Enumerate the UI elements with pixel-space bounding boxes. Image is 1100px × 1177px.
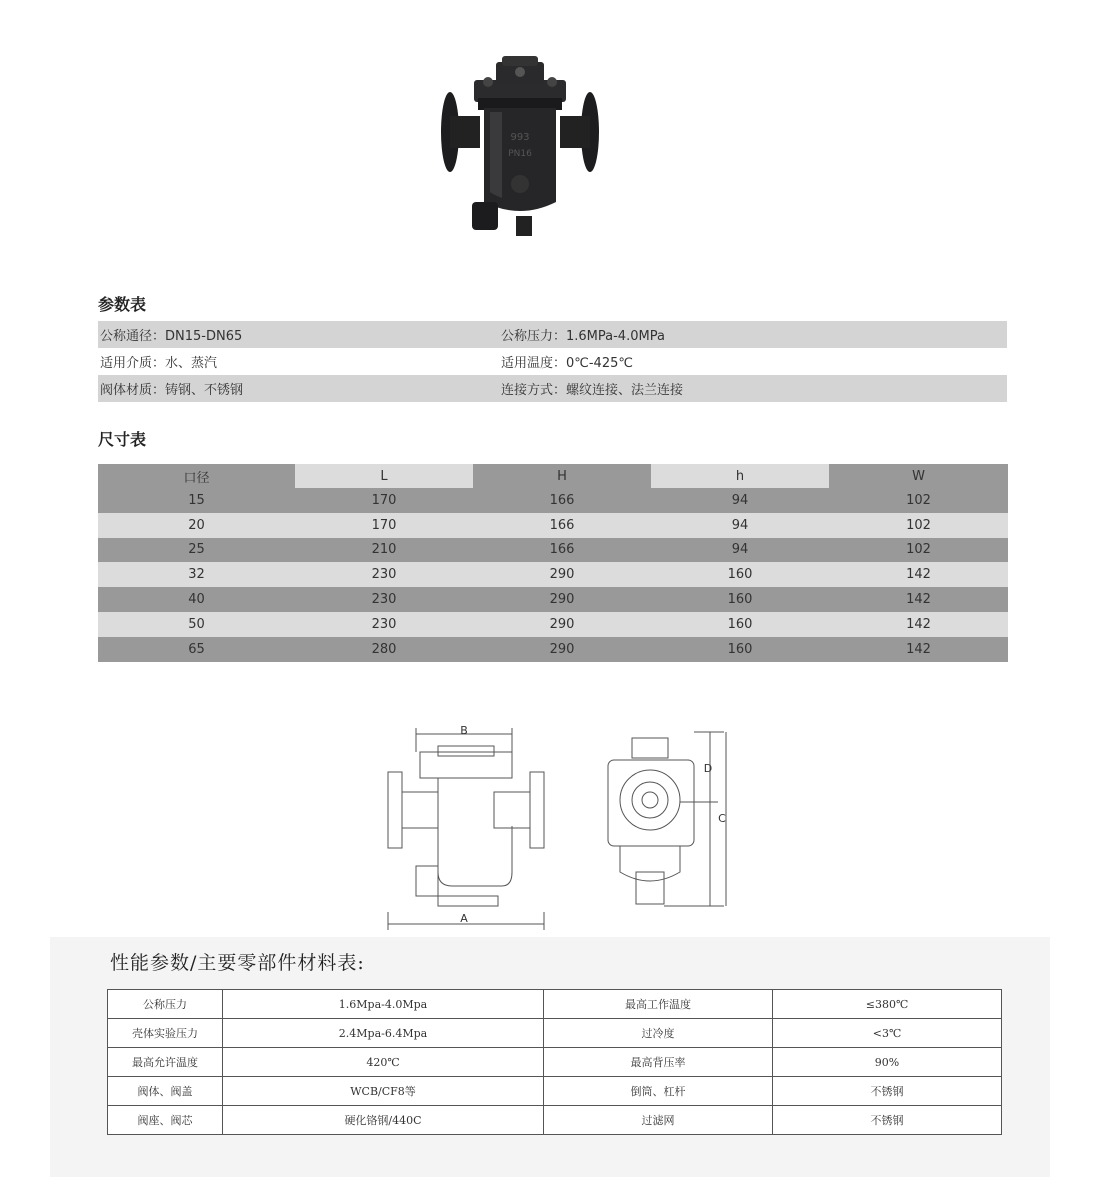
- dims-row: [98, 562, 1008, 587]
- dims-cell: 166: [549, 542, 575, 558]
- steam-trap-photo: [436, 52, 604, 242]
- dims-title: 尺寸表: [98, 430, 147, 449]
- spec-cell: 2.4Mpa-6.4Mpa: [223, 1019, 544, 1048]
- dims-table: [98, 464, 1008, 662]
- dims-cell: 160: [727, 616, 753, 632]
- dims-cell: 166: [549, 517, 575, 533]
- param-cell: 适用温度：0℃-425℃: [501, 356, 633, 371]
- dims-cell: 25: [188, 542, 205, 558]
- dims-cell: 210: [371, 542, 397, 558]
- dims-cell: 142: [906, 616, 931, 632]
- spec-cell: 不锈钢: [773, 1106, 1002, 1135]
- spec-cell: 壳体实验压力: [108, 1019, 223, 1048]
- dims-cell: 40: [188, 592, 205, 608]
- dims-row: [98, 538, 1008, 563]
- spec-cell: 过冷度: [544, 1019, 773, 1048]
- dims-cell: 230: [371, 616, 397, 632]
- spec-cell: 最高工作温度: [544, 990, 773, 1019]
- param-cell: 阀体材质：铸钢、不锈钢: [100, 383, 244, 398]
- spec-cell: <3℃: [773, 1019, 1002, 1048]
- dims-cell: 142: [906, 567, 931, 583]
- param-cell: 适用介质：水、蒸汽: [100, 356, 218, 371]
- dims-row: [98, 488, 1008, 513]
- dims-header-cell: H: [473, 464, 651, 488]
- drawing-label-d: D: [703, 762, 713, 775]
- spec-cell: ≤380℃: [773, 990, 1002, 1019]
- param-row: [98, 321, 1007, 348]
- dims-cell: 230: [371, 592, 397, 608]
- spec-cell: 阀座、阀芯: [108, 1106, 223, 1135]
- spec-cell: 1.6Mpa-4.0Mpa: [223, 990, 544, 1019]
- dims-cell: 94: [731, 542, 749, 558]
- dims-header-cell: h: [651, 464, 829, 488]
- spec-cell: 最高允许温度: [108, 1048, 223, 1077]
- spec-cell: 最高背压率: [544, 1048, 773, 1077]
- dims-cell: 170: [371, 517, 397, 533]
- param-row: [98, 348, 1007, 375]
- dims-cell: 290: [549, 592, 575, 608]
- dims-cell: 160: [727, 592, 753, 608]
- spec-title: 性能参数/主要零部件材料表:: [110, 952, 365, 974]
- dims-cell: 32: [188, 567, 205, 583]
- dims-header-cell: W: [829, 464, 1008, 488]
- param-cell: 连接方式：螺纹连接、法兰连接: [501, 383, 684, 398]
- dims-cell: 142: [906, 641, 931, 657]
- drawing-label-a: A: [460, 912, 468, 925]
- marking-line1: 993: [510, 132, 530, 143]
- dims-cell: 290: [549, 641, 575, 657]
- dims-cell: 102: [906, 542, 931, 558]
- dims-header-cell: 口径: [98, 464, 295, 488]
- spec-cell: 硬化铬钢/440C: [223, 1106, 544, 1135]
- dims-header-cell: L: [295, 464, 473, 488]
- dims-cell: 50: [188, 616, 205, 632]
- dims-cell: 65: [188, 641, 205, 657]
- dims-header-row: [98, 464, 1008, 488]
- dims-cell: 280: [371, 641, 397, 657]
- spec-row: [108, 1106, 1002, 1135]
- spec-row: [108, 1048, 1002, 1077]
- spec-cell: 阀体、阀盖: [108, 1077, 223, 1106]
- dims-cell: 230: [371, 567, 397, 583]
- dims-row: [98, 587, 1008, 612]
- spec-cell: WCB/CF8等: [223, 1077, 544, 1106]
- spec-table: [107, 989, 1002, 1135]
- dims-cell: 170: [371, 492, 397, 508]
- spec-row: [108, 1019, 1002, 1048]
- drawing-label-b: B: [460, 724, 468, 737]
- spec-cell: 过滤网: [544, 1106, 773, 1135]
- drawing-label-c: C: [718, 812, 726, 825]
- dims-cell: 160: [727, 567, 753, 583]
- dims-row: [98, 513, 1008, 538]
- spec-cell: 公称压力: [108, 990, 223, 1019]
- dims-cell: 166: [549, 492, 575, 508]
- spec-cell: 倒筒、杠杆: [544, 1077, 773, 1106]
- dims-cell: 160: [727, 641, 753, 657]
- dims-cell: 290: [549, 616, 575, 632]
- marking-line2: PN16: [508, 149, 532, 159]
- param-cell: 公称通径：DN15-DN65: [100, 329, 243, 344]
- dims-cell: 15: [188, 492, 205, 508]
- spec-cell: 420℃: [223, 1048, 544, 1077]
- spec-row: [108, 990, 1002, 1019]
- dims-cell: 94: [731, 492, 749, 508]
- dims-body: [98, 488, 1008, 662]
- spec-cell: 90%: [773, 1048, 1002, 1077]
- param-row: [98, 375, 1007, 402]
- dims-cell: 102: [906, 517, 931, 533]
- dims-cell: 20: [188, 517, 205, 533]
- dims-cell: 142: [906, 592, 931, 608]
- dims-row: [98, 637, 1008, 662]
- dimension-drawing: [380, 722, 740, 932]
- param-cell: 公称压力：1.6MPa-4.0MPa: [501, 329, 665, 344]
- dims-row: [98, 612, 1008, 637]
- dims-cell: 94: [731, 517, 749, 533]
- spec-cell: 不锈钢: [773, 1077, 1002, 1106]
- params-table: [98, 321, 1007, 402]
- dims-cell: 102: [906, 492, 931, 508]
- params-title: 参数表: [98, 295, 147, 314]
- dims-cell: 290: [549, 567, 575, 583]
- spec-row: [108, 1077, 1002, 1106]
